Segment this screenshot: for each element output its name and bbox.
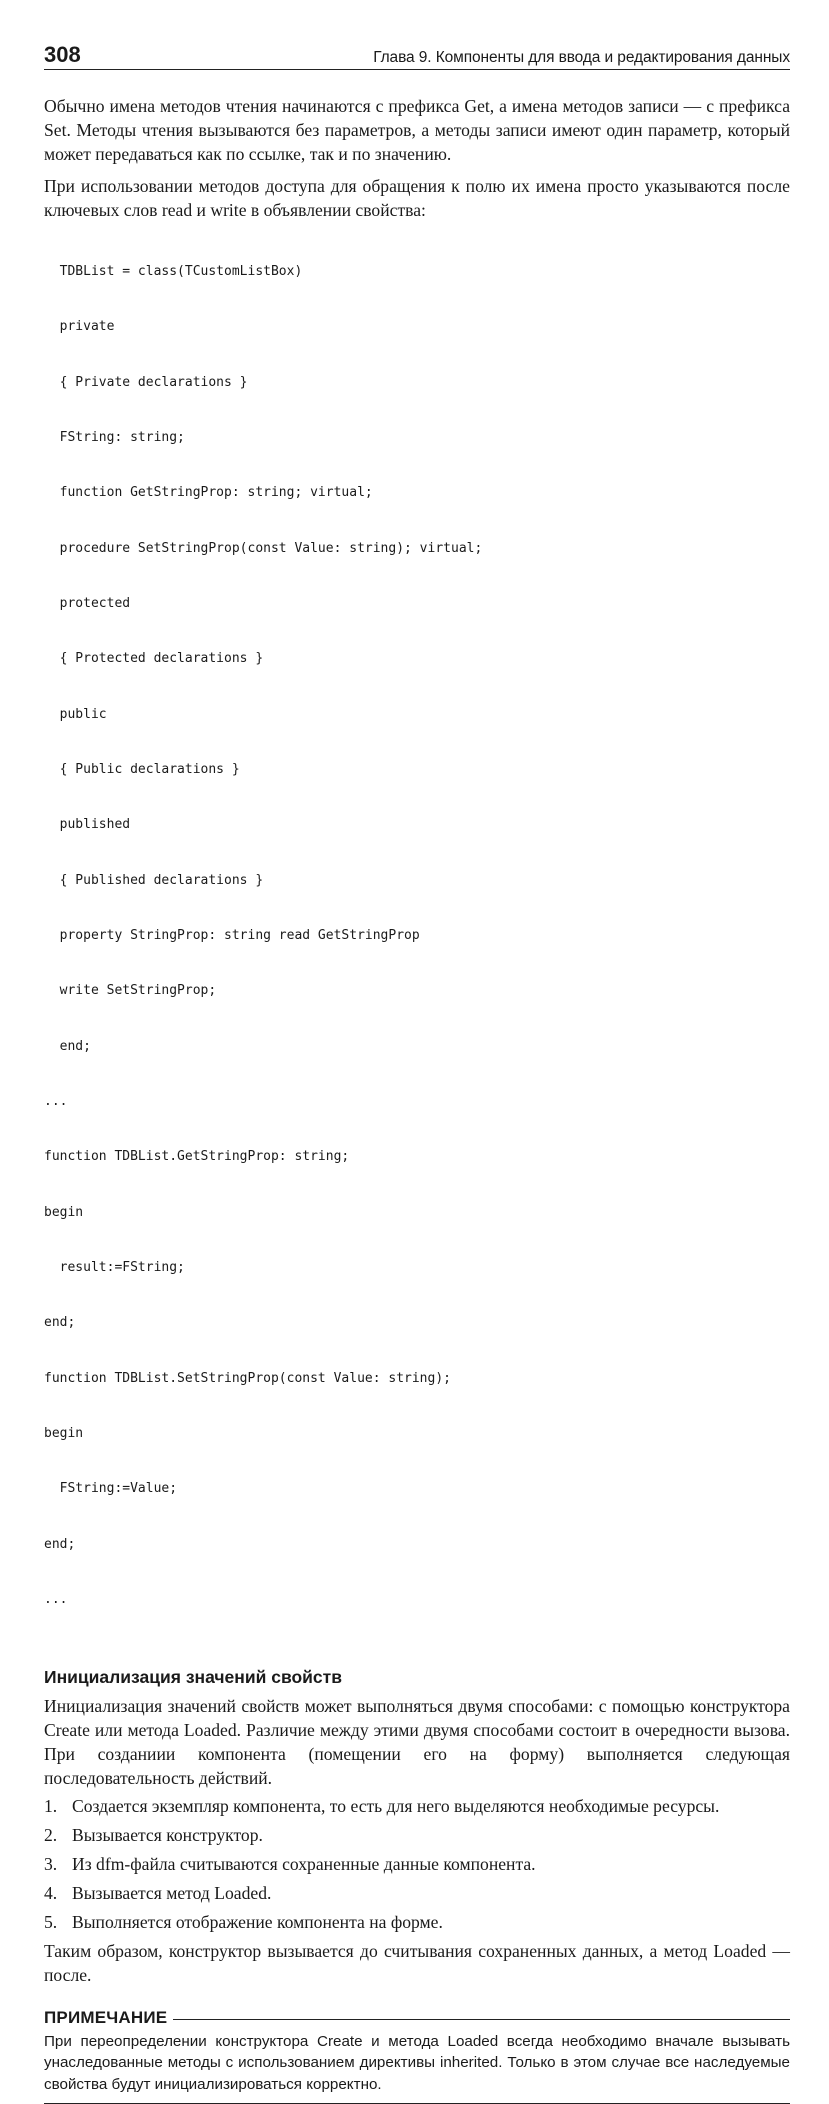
page-header (44, 36, 790, 70)
paragraph-conclusion: Таким образом, конструктор вызывается до считывания сохраненных данных, а метод Loaded — после. (44, 1940, 790, 1985)
code-line: FString:=Value; (44, 1481, 178, 1497)
list-item (44, 1823, 790, 1847)
paragraph-access-methods: При использовании методов доступа для обращения к полю их имена просто указываются после ключевых слов read и write в объявлении свойства: (44, 176, 790, 220)
page-number: 308 (44, 42, 81, 67)
note-top-rule (173, 2019, 790, 2020)
code-line: private (44, 319, 115, 335)
code-line: function TDBList.GetStringProp: string; (44, 1149, 350, 1165)
paragraph-initialization-intro: Инициализация значений свойств может выполняться двумя способами: с помощью конструктора Create или метода Loaded. Различие между этими двумя способами состоит в очередности вызова. При созданиии компонента (помещении его на форму) выполняется следующая последовательность действий. (44, 1695, 790, 1788)
note-label: ПРИМЕЧАНИЕ (44, 2007, 168, 2027)
list-item-number: 4. (44, 1882, 58, 1903)
list-item-text: Из dfm-файла считываются сохраненные данные компонента. (72, 1853, 536, 1874)
code-line: { Protected declarations } (44, 651, 264, 667)
list-item-number: 1. (44, 1795, 58, 1816)
code-line: { Published declarations } (44, 872, 264, 888)
code-line: procedure SetStringProp(const Value: string); virtual; (44, 540, 483, 556)
note-header (44, 2007, 790, 2029)
paragraph-method-prefixes: Обычно имена методов чтения начинаются с префикса Get, а имена методов записи — с префикса Set. Методы чтения вызываются без параметров, а методы записи имеют один параметр, который может передаваться как по ссылке, так и по значению. (44, 96, 790, 164)
code-line: { Private declarations } (44, 374, 248, 390)
code-line: published (44, 817, 131, 833)
list-item (44, 1852, 790, 1876)
code-line: end; (44, 1536, 76, 1552)
list-item-text: Выполняется отображение компонента на форме. (72, 1911, 443, 1932)
code-line: FString: string; (44, 429, 185, 445)
code-line: property StringProp: string read GetStringProp (44, 928, 420, 944)
book-page (44, 36, 790, 2104)
code-line: write SetStringProp; (44, 983, 217, 999)
list-item (44, 1881, 790, 1905)
code-line: function GetStringProp: string; virtual; (44, 485, 373, 501)
list-item-text: Вызывается конструктор. (72, 1824, 263, 1845)
code-line: end; (44, 1038, 91, 1054)
note-text: При переопределении конструктора Create и метода Loaded всегда необходимо вначале вызывать унаследованные методы с использованием директивы inherited. Только в этом случае все наследуемые свойства будут инициализироваться корректно. (44, 2032, 790, 2093)
code-line: { Public declarations } (44, 762, 240, 777)
list-item-number: 3. (44, 1853, 58, 1874)
code-listing (44, 226, 790, 1647)
list-item-text: Вызывается метод Loaded. (72, 1882, 272, 1903)
list-item-number: 5. (44, 1911, 58, 1932)
code-line: function TDBList.SetStringProp(const Value: string); (44, 1370, 451, 1386)
steps-list (44, 1794, 790, 1934)
list-item-number: 2. (44, 1824, 58, 1845)
list-item (44, 1794, 790, 1818)
code-line: public (44, 706, 107, 722)
code-line: begin (44, 1204, 84, 1220)
list-item-text: Создается экземпляр компонента, то есть для него выделяются необходимые ресурсы. (72, 1795, 720, 1816)
code-line: end; (44, 1315, 76, 1331)
running-head: Глава 9. Компоненты для ввода и редактирования данных (373, 49, 790, 66)
code-line: ... (44, 1094, 68, 1110)
section-heading: Инициализация значений свойств (44, 1666, 342, 1687)
code-line: ... (44, 1592, 68, 1608)
code-line: protected (44, 595, 131, 611)
code-line: TDBList = class(TCustomListBox) (44, 263, 303, 279)
code-line: begin (44, 1426, 84, 1442)
list-item (44, 1910, 790, 1934)
code-line: result:=FString; (44, 1260, 185, 1276)
